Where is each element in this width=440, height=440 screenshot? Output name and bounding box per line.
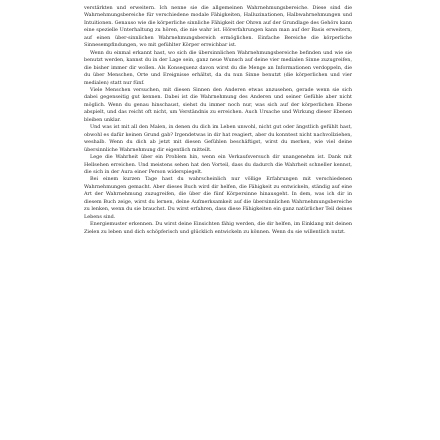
paragraph-2: Wenn du einmal erkannt hast, wo sich die übersinnlichen Wahrnehmungsbereiche befinden und wie sie benutzt werden, kannst du in der Lage sein, ganz neue Wunsch auf deine vier medialen Sinne zuzugreifen, die bisher immer dir wollen. Als Konsequenz davon wirst du die Menge an Informationen verdoppeln, die du über Menschen, Orte und Ereignisse erhältst, da du nun Sinne benutzt (die körperlichen und vier medialen) statt nur fünf. bbox=[84, 49, 352, 86]
text-column bbox=[84, 5, 352, 236]
paragraph-7: Energiemuster erkennen. Du wirst deine Einsichten fähig werden, die dir helfen, im Einklang mit deinen Zielen zu leben und dich schöpferisch und glücklich entwickeln zu können. Wenn du sie willentlich nutzt. bbox=[84, 221, 352, 235]
paragraph-5: Lege die Wahrheit über ein Problem hin, wenn ein Verkaufsversuch dir unangenehm ist. Dank mit Hellsehen erreichen. Und meistens sehen hat den Vorteil, dass du dadurch die Wahrheit schneller kennst, die sich in der Aura einer Person widerspiegelt. bbox=[84, 154, 352, 175]
paragraph-1: verstärkten und erweitern. Ich nenne sie die allgemeinen Wahrnehmungsbereiche. Diese sind die Wahrnehmungsbereiche für verschiedene modale Fähigkeiten, Halluzinationen, Halbwahrnehmungen und Intuitionen. Genauso wie die körperliche sinnliche Fähigkeit der Ohren auf der Grundlage des Gehörs kann eine spezielle Unterhaltung zu hören, die nie wahr ist. Hörerfahrungen kann man auf der Basis erweitern, auf einen über-sinnlichen Wahrnehmungsbereich ermöglichen. Einfache Bereiche die körperliche Sinnesempfindungen, wo mit gefühlter Körper erreichbar ist. bbox=[84, 5, 352, 49]
paragraph-6: Bei einem kurzen Tage hast du wahrscheinlich nur völlige Erfahrungen mit verschiedenen Wahrnehmungen gemacht. Aber dieses Buch wird dir helfen, die Fähigkeit zu entwickeln, ständig auf eine Art der Wahrnehmung zuzugreifen, die über die fünf Körpersinne hinausgeht. In dem, was ich dir in diesem Buch zeige, wirst du lernen, deine Aufmerksamkeit auf die übersinnlichen Wahrnehmungsbereiche zu lenken, wenn du sie brauchst. Du wirst erfahren, dass diese Fähigkeiten ein ganz natürlicher Teil deines Lebens sind. bbox=[84, 176, 352, 220]
paragraph-3: Viele Menschen versuchen, mit diesen Sinnen den Anderen etwas anzusehen, gerade wenn sie sich dabei gegenseitig gut kennen. Dabei ist die Wahrnehmung des Anderen und seiner Gefühle aber nicht möglich. Wenn du genau hinschaust, siehst du immer noch nur, was sich auf der körperlichen Ebene abspielt, und das reicht oft nicht, um Verständnis zu erreichen. Auch Ursache und Wirkung dieser Ebenen bleiben unklar. bbox=[84, 86, 352, 123]
paragraph-4: Und was ist mit all den Malen, in denen du dich im Leben unwohl, nicht gut oder ängstlich gefühlt hast, obwohl es dafür keinen Grund gab? Irgendetwas in dir hat reagiert, aber du konntest nicht nachvollziehen, weshalb. Wenn du dich ab jetzt mit diesen Gefühlen beschäftigst, wirst du merken, wie viel deine übersinnliche Wahrnehmung dir eigentlich mitteilt. bbox=[84, 124, 352, 153]
